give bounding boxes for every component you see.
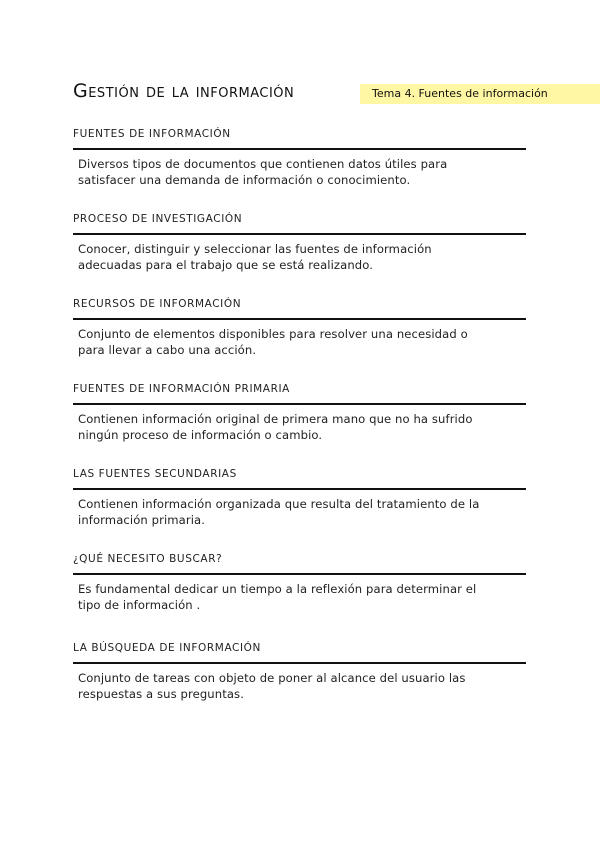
section-heading: RECURSOS DE INFORMACIÓN	[73, 298, 242, 310]
section-divider	[73, 573, 526, 575]
section-body	[73, 496, 526, 528]
body-line: ningún proceso de información o cambio.	[78, 428, 323, 442]
section-body	[73, 581, 526, 613]
body-line: para llevar a cabo una acción.	[78, 343, 257, 357]
section-body	[73, 156, 526, 188]
body-line: Conjunto de tareas con objeto de poner al alcance del usuario las	[78, 671, 466, 685]
section-que-necesito-buscar	[73, 551, 526, 613]
section-heading: ¿QUÉ NECESITO BUSCAR?	[73, 553, 223, 565]
body-line: Conocer, distinguir y seleccionar las fuentes de información	[78, 242, 432, 256]
section-divider	[73, 148, 526, 150]
section-fuentes-de-informacion	[73, 126, 526, 188]
section-body	[73, 241, 526, 273]
section-body	[73, 670, 526, 702]
body-line: Es fundamental dedicar un tiempo a la reflexión para determinar el	[78, 582, 477, 596]
section-body	[73, 326, 526, 358]
section-busqueda-de-informacion	[73, 640, 526, 702]
section-proceso-de-investigacion	[73, 211, 526, 273]
body-line: Contienen información organizada que resulta del tratamiento de la	[78, 497, 480, 511]
section-divider	[73, 233, 526, 235]
section-heading: LAS FUENTES SECUNDARIAS	[73, 468, 237, 480]
body-line: Contienen información original de primera mano que no ha sufrido	[78, 412, 473, 426]
body-line: Conjunto de elementos disponibles para resolver una necesidad o	[78, 327, 468, 341]
section-heading: FUENTES DE INFORMACIÓN PRIMARIA	[73, 383, 290, 395]
page-header	[73, 80, 600, 110]
topic-badge: Tema 4. Fuentes de información	[360, 84, 600, 104]
section-fuentes-primarias	[73, 381, 526, 443]
section-heading: LA BÚSQUEDA DE INFORMACIÓN	[73, 642, 261, 654]
section-divider	[73, 662, 526, 664]
section-heading: FUENTES DE INFORMACIÓN	[73, 128, 231, 140]
body-line: tipo de información .	[78, 598, 201, 612]
section-heading: PROCESO DE INVESTIGACIÓN	[73, 213, 243, 225]
section-divider	[73, 403, 526, 405]
section-divider	[73, 488, 526, 490]
body-line: Diversos tipos de documentos que contienen datos útiles para	[78, 157, 448, 171]
body-line: satisfacer una demanda de información o conocimiento.	[78, 173, 411, 187]
body-line: adecuadas para el trabajo que se está realizando.	[78, 258, 374, 272]
section-body	[73, 411, 526, 443]
section-divider	[73, 318, 526, 320]
body-line: información primaria.	[78, 513, 206, 527]
section-fuentes-secundarias	[73, 466, 526, 528]
section-recursos-de-informacion	[73, 296, 526, 358]
page-title: Gestión de la información	[73, 80, 295, 102]
body-line: respuestas a sus preguntas.	[78, 687, 244, 701]
